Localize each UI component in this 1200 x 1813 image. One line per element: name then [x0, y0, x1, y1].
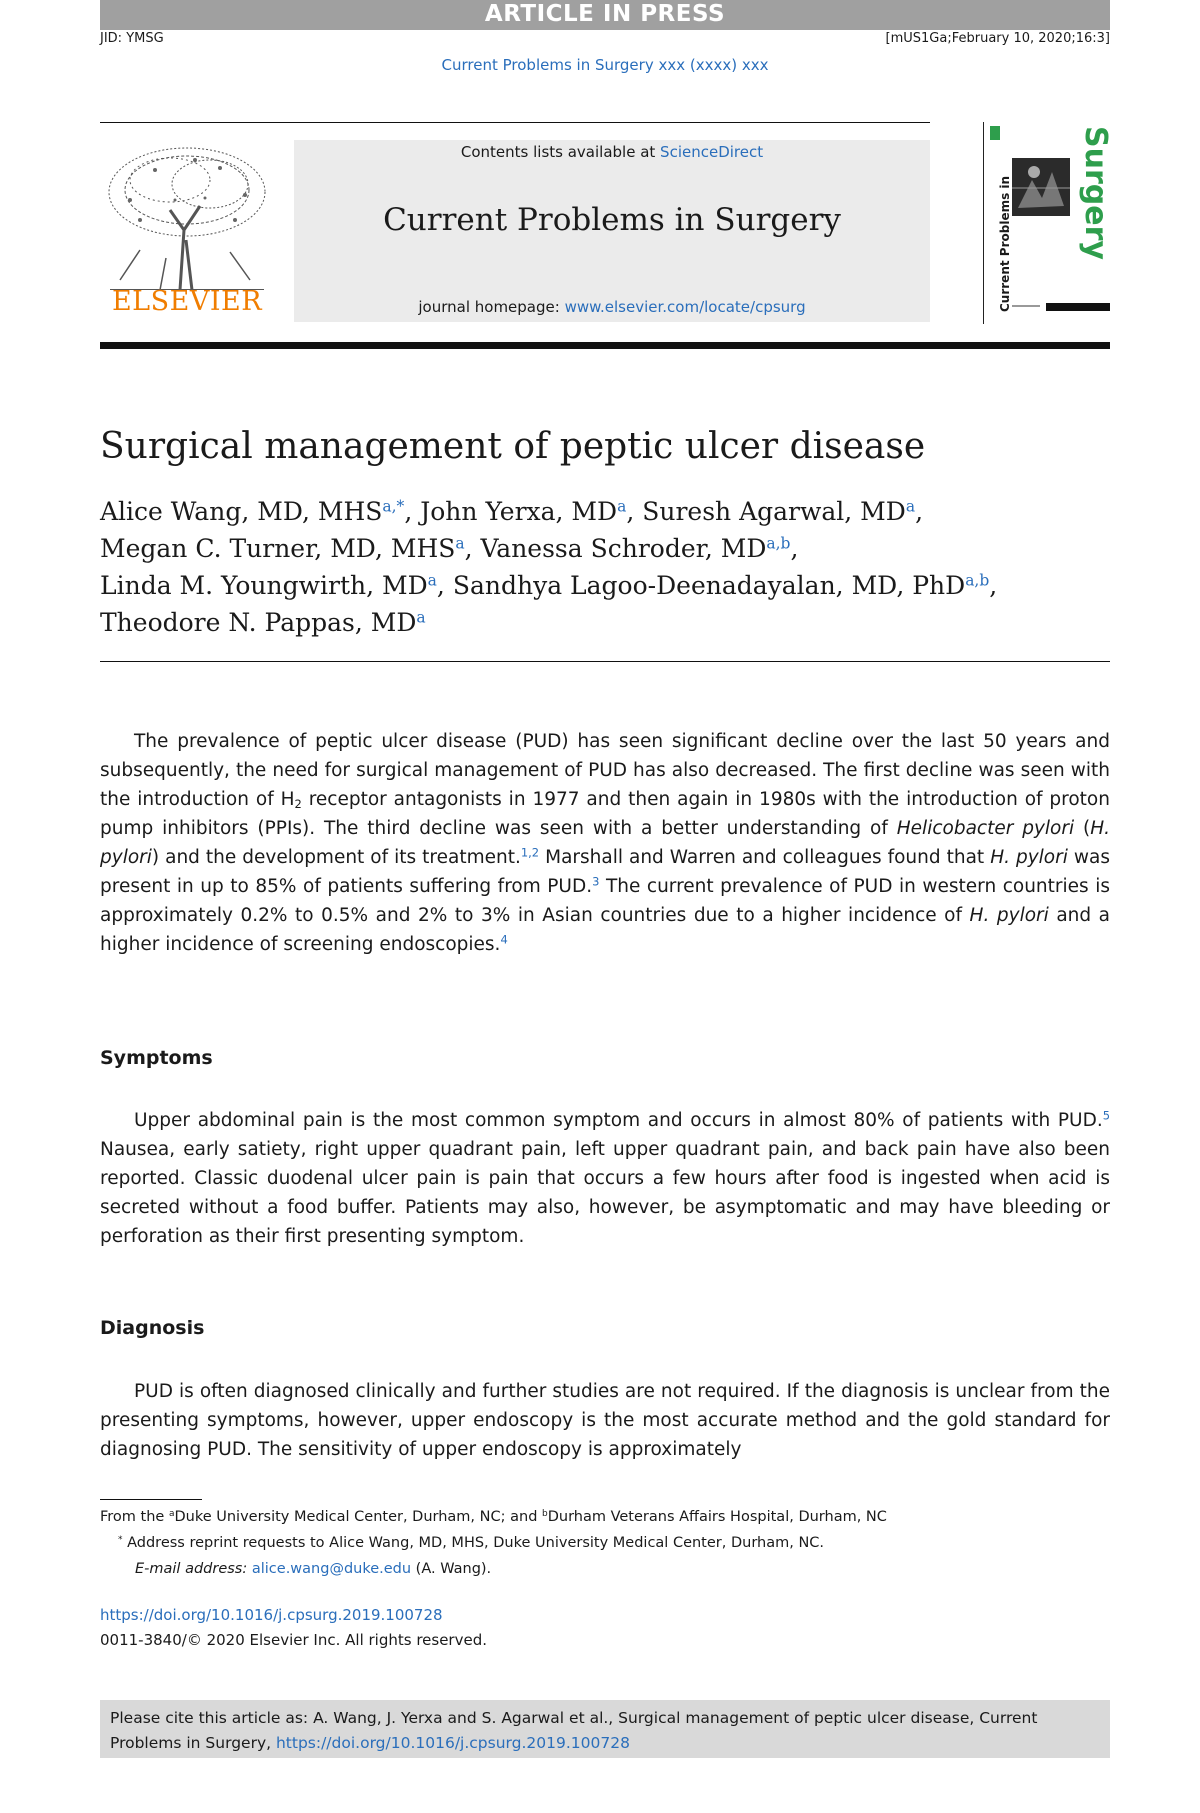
author-affiliation-mark[interactable]: a	[455, 534, 465, 553]
contents-line	[294, 143, 930, 161]
affiliation-b-mark: b	[542, 1509, 548, 1520]
citation-text	[110, 1706, 1104, 1756]
journal-reference-link[interactable]: Current Problems in Surgery xxx (xxxx) xxx	[441, 56, 769, 74]
author-name: Linda M. Youngwirth, MD	[100, 571, 428, 600]
header-bottom-rule	[100, 342, 1110, 349]
symptoms-paragraph	[100, 1106, 1110, 1251]
intro-text-6: was present in up to 85% of patients suffering from PUD.	[100, 847, 1110, 897]
author-affiliation-mark[interactable]: a	[416, 608, 426, 627]
email-footnote	[135, 1561, 491, 1577]
author-affiliation-mark[interactable]: a	[617, 497, 627, 516]
helicobacter-italic: Helicobacter pylori	[896, 818, 1075, 839]
author-affiliation-mark[interactable]: a	[427, 571, 437, 590]
email-suffix: (A. Wang).	[411, 1561, 492, 1577]
author-separator: ,	[989, 571, 998, 600]
cover-image	[1012, 158, 1070, 216]
author-name: Suresh Agarwal, MD	[642, 497, 906, 526]
affiliation-footnote	[100, 1509, 887, 1525]
author-separator: ,	[626, 497, 643, 526]
author-separator: ,	[915, 497, 924, 526]
intro-text-3: (	[1074, 818, 1091, 839]
jid-code: JID: YMSG	[100, 31, 164, 46]
author-affiliation-mark[interactable]: a,*	[382, 497, 405, 516]
reprint-address: Address reprint requests to Alice Wang, MD, MHS, Duke University Medical Center, Durham, NC.	[127, 1535, 825, 1551]
author-separator: ,	[790, 534, 799, 563]
ref-1-2-link[interactable]: 1,2	[520, 845, 540, 860]
intro-text-2: receptor antagonists in 1977 and then again in 1980s with the introduction of proton pump inhibitors (PPIs). The third decline was seen with a better understanding of	[100, 789, 1110, 839]
cover-small-title: Current Problems in	[998, 175, 1012, 312]
author-name: Alice Wang, MD, MHS	[100, 497, 383, 526]
cover-small-line	[1012, 305, 1040, 307]
author-name: Theodore N. Pappas, MD	[100, 608, 417, 637]
intro-text-4: ) and the development of its treatment.	[151, 847, 521, 868]
section-heading-diagnosis: Diagnosis	[100, 1317, 205, 1339]
diagnosis-text-1: PUD is often diagnosed clinically and further studies are not required. If the diagnosis is unclear from the presenting symptoms, however, upper endoscopy is the most accurate method and the gold standard for diagnosing PUD. The sensitivity of upper endoscopy is approximately	[100, 1381, 1110, 1460]
elsevier-wordmark: ELSEVIER	[111, 286, 263, 317]
cover-green-mark	[990, 126, 1000, 140]
author-name: John Yerxa, MD	[420, 497, 618, 526]
intro-text-5: Marshall and Warren and colleagues found that	[539, 847, 991, 868]
h-pylori-italic: H. pylori	[990, 847, 1068, 868]
h-pylori-italic: H. pylori	[100, 818, 1110, 868]
article-title: Surgical management of peptic ulcer disease	[100, 426, 926, 467]
author-separator: ,	[404, 497, 421, 526]
homepage-line	[294, 298, 930, 316]
symptoms-text-1: Upper abdominal pain is the most common symptom and occurs in almost 80% of patients with PUD.	[134, 1110, 1103, 1131]
intro-text-1: The prevalence of peptic ulcer disease (PUD) has seen significant decline over the last 50 years and subsequently, the need for surgical management of PUD has also decreased. The first decline was seen with the introduction of H	[100, 731, 1110, 810]
intro-text-8: and a higher incidence of screening endoscopies.	[100, 905, 1110, 955]
affiliation-b: Durham Veterans Affairs Hospital, Durham, NC	[547, 1509, 887, 1525]
sciencedirect-link[interactable]: ScienceDirect	[660, 143, 764, 161]
author-name: Vanessa Schroder, MD	[480, 534, 767, 563]
author-affiliation-mark[interactable]: a,b	[766, 534, 791, 553]
journal-homepage-link[interactable]: www.elsevier.com/locate/cpsurg	[564, 298, 806, 316]
elsevier-tree-logo	[100, 140, 274, 290]
footnote-rule	[100, 1499, 202, 1500]
intro-text-7: The current prevalence of PUD in western countries is approximately 0.2% to 0.5% and 2% to 3% in Asian countries due to a higher incidence of	[100, 876, 1110, 926]
correspondence-footnote	[118, 1535, 824, 1551]
affiliation-a-mark: a	[168, 1509, 175, 1520]
symptoms-text-2: Nausea, early satiety, right upper quadrant pain, left upper quadrant pain, and back pain have also been reported. Classic duodenal ulcer pain is pain that occurs a few hours after food is ingested when acid is secreted without a food buffer. Patients may also, however, be asymptomatic and may have bleeding or perforation as their first presenting symptom.	[100, 1139, 1110, 1247]
journal-title: Current Problems in Surgery	[383, 202, 841, 238]
author-affiliation-mark[interactable]: a	[905, 497, 916, 516]
header-top-rule	[100, 122, 930, 123]
subscript-2: 2	[294, 796, 302, 811]
ref-4-link[interactable]: 4	[500, 932, 508, 947]
citation-doi-link[interactable]: https://doi.org/10.1016/j.cpsurg.2019.100728	[275, 1734, 630, 1752]
h-pylori-italic: H. pylori	[969, 905, 1049, 926]
diagnosis-paragraph	[100, 1377, 1110, 1464]
ref-5-link[interactable]: 5	[1102, 1108, 1110, 1123]
authors-rule	[100, 661, 1110, 662]
intro-paragraph	[100, 727, 1110, 959]
cover-black-bar	[1046, 303, 1110, 311]
author-name: Megan C. Turner, MD, MHS	[100, 534, 456, 563]
author-separator: ,	[436, 571, 453, 600]
author-separator: ,	[464, 534, 481, 563]
citation-body: Please cite this article as: A. Wang, J. Yerxa and S. Agarwal et al., Surgical management of peptic ulcer disease, Current Problems in Surgery,	[110, 1709, 1038, 1752]
author-name: Sandhya Lagoo-Deenadayalan, MD, PhD	[452, 571, 966, 600]
affiliation-a: Duke University Medical Center, Durham, NC; and	[174, 1509, 543, 1525]
author-affiliation-mark[interactable]: a,b	[965, 571, 990, 590]
from-prefix: From the	[100, 1509, 169, 1525]
homepage-prefix: journal homepage:	[418, 298, 565, 316]
copyright-line: 0011-3840/© 2020 Elsevier Inc. All rights reserved.	[100, 1631, 487, 1649]
contents-prefix: Contents lists available at	[460, 143, 661, 161]
email-link[interactable]: alice.wang@duke.edu	[251, 1561, 412, 1577]
doi-link[interactable]: https://doi.org/10.1016/j.cpsurg.2019.100728	[100, 1606, 443, 1624]
manuscript-code: [mUS1Ga;February 10, 2020;16:3]	[885, 31, 1110, 46]
cover-big-title: Surgery	[1078, 126, 1113, 260]
ref-3-link[interactable]: 3	[592, 874, 600, 889]
email-label: E-mail address:	[135, 1561, 252, 1577]
asterisk-mark: *	[118, 1535, 123, 1546]
author-list	[100, 493, 1110, 641]
section-heading-symptoms: Symptoms	[100, 1047, 213, 1069]
article-in-press-label: ARTICLE IN PRESS	[484, 1, 726, 27]
